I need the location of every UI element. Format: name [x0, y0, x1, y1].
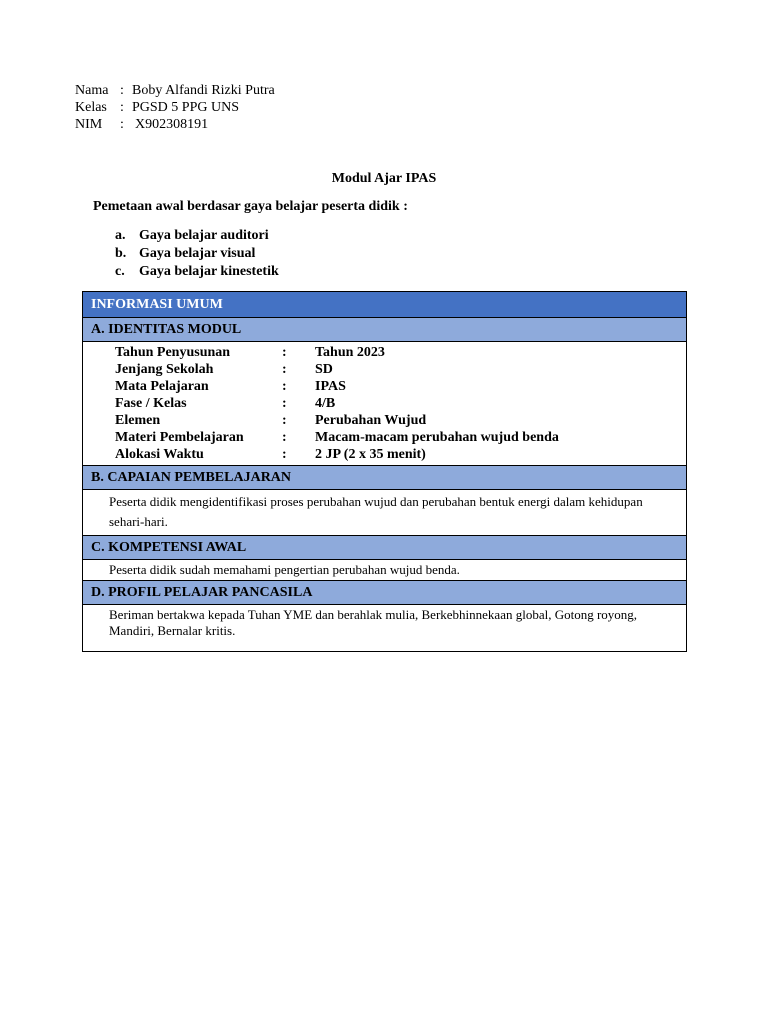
colon: : — [120, 117, 124, 132]
identity-key: Mata Pelajaran — [115, 379, 209, 394]
kompetensi-header: C. KOMPETENSI AWAL — [83, 536, 686, 560]
list-text: Gaya belajar visual — [139, 246, 256, 261]
identity-value: Macam-macam perubahan wujud benda — [315, 430, 559, 445]
list-item — [115, 227, 279, 245]
identity-key: Jenjang Sekolah — [115, 362, 214, 377]
colon: : — [120, 100, 124, 115]
identity-row — [115, 412, 686, 429]
identity-section — [83, 342, 686, 466]
list-item — [115, 263, 279, 281]
identity-row — [115, 446, 686, 463]
identity-key: Materi Pembelajaran — [115, 430, 244, 445]
identity-value: IPAS — [315, 379, 346, 394]
author-value: X902308191 — [135, 117, 209, 132]
profil-header: D. PROFIL PELAJAR PANCASILA — [83, 581, 686, 605]
list-marker: a. — [115, 228, 126, 243]
colon: : — [120, 83, 124, 98]
identity-row — [115, 344, 686, 361]
capaian-text: Peserta didik mengidentifikasi proses perubahan wujud dan perubahan bentuk energi dalam kehidupan sehari-hari. — [83, 490, 686, 536]
mapping-heading: Pemetaan awal berdasar gaya belajar peserta didik : — [93, 199, 408, 214]
author-nim-row — [75, 116, 275, 133]
list-marker: c. — [115, 264, 125, 279]
identity-row — [115, 429, 686, 446]
kompetensi-text: Peserta didik sudah memahami pengertian perubahan wujud benda. — [83, 560, 686, 581]
list-text: Gaya belajar auditori — [139, 228, 269, 243]
colon: : — [282, 447, 287, 462]
author-info — [75, 82, 275, 133]
colon: : — [282, 379, 287, 394]
colon: : — [282, 413, 287, 428]
list-item — [115, 245, 279, 263]
colon: : — [282, 430, 287, 445]
identity-value: 4/B — [315, 396, 336, 411]
colon: : — [282, 345, 287, 360]
identity-row — [115, 361, 686, 378]
general-info-header: INFORMASI UMUM — [83, 292, 686, 318]
identity-value: 2 JP (2 x 35 menit) — [315, 447, 426, 462]
author-value: PGSD 5 PPG UNS — [132, 100, 239, 115]
author-value: Boby Alfandi Rizki Putra — [132, 83, 275, 98]
capaian-header: B. CAPAIAN PEMBELAJARAN — [83, 466, 686, 490]
identity-value: Tahun 2023 — [315, 345, 385, 360]
identity-key: Alokasi Waktu — [115, 447, 204, 462]
document-title: Modul Ajar IPAS — [331, 171, 437, 186]
identity-value: Perubahan Wujud — [315, 413, 427, 428]
author-class-row — [75, 99, 275, 116]
list-marker: b. — [115, 246, 127, 261]
identity-key: Fase / Kelas — [115, 396, 187, 411]
learning-styles-list — [115, 227, 279, 281]
profil-text: Beriman bertakwa kepada Tuhan YME dan berahlak mulia, Berkebhinnekaan global, Gotong royong, Mandiri, Bernalar kritis. — [83, 605, 686, 652]
author-label: NIM — [75, 117, 103, 132]
author-label: Kelas — [75, 100, 107, 115]
list-text: Gaya belajar kinestetik — [139, 264, 279, 279]
info-table — [82, 291, 687, 652]
identity-key: Elemen — [115, 413, 161, 428]
author-label: Nama — [75, 83, 109, 98]
identity-header: A. IDENTITAS MODUL — [83, 318, 686, 342]
identity-row — [115, 378, 686, 395]
identity-key: Tahun Penyusunan — [115, 345, 231, 360]
colon: : — [282, 362, 287, 377]
colon: : — [282, 396, 287, 411]
identity-row — [115, 395, 686, 412]
identity-value: SD — [315, 362, 333, 377]
author-name-row — [75, 82, 275, 99]
